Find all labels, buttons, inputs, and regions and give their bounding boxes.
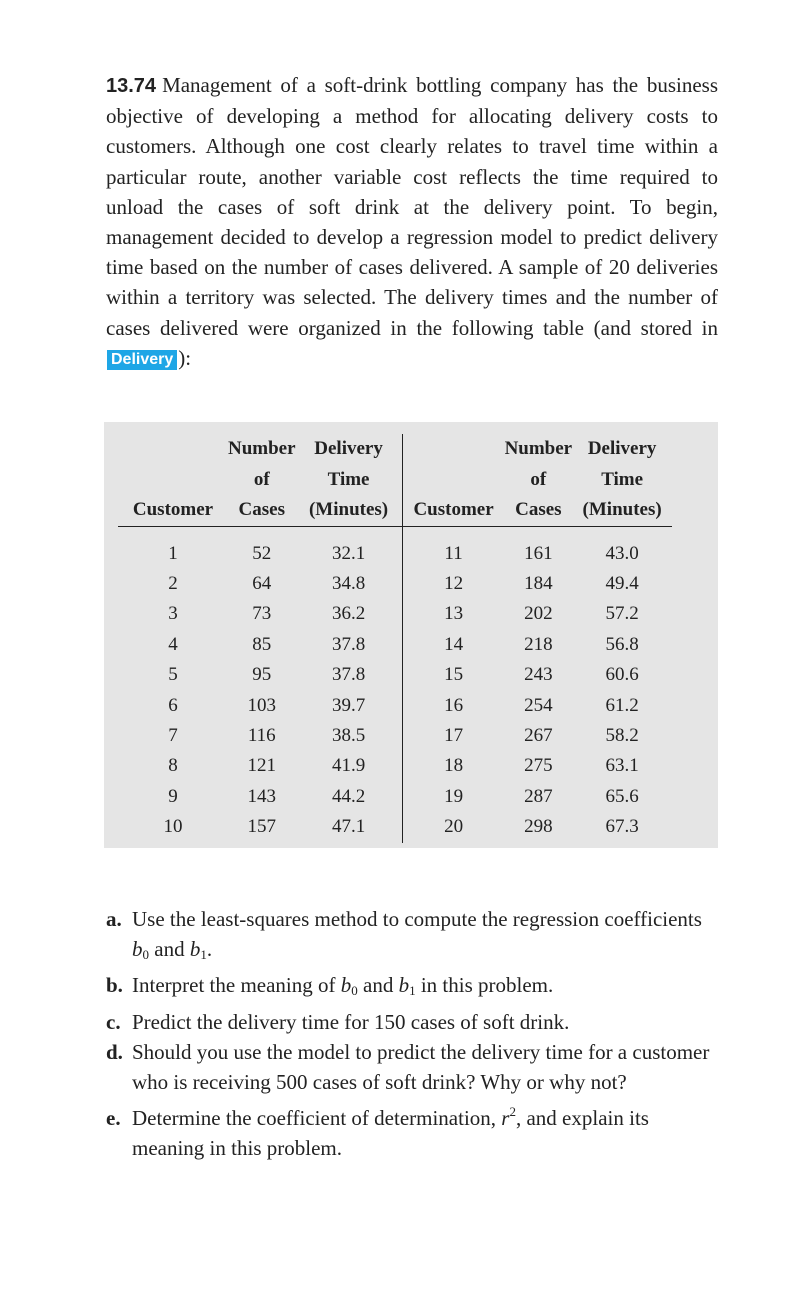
symbol-b: b <box>132 937 143 962</box>
table-cell: 17 <box>444 724 464 746</box>
part-text: and <box>357 973 399 998</box>
table-cell: 64 <box>252 572 272 594</box>
table-cell: 6 <box>168 694 178 716</box>
part-label: e. <box>106 1106 121 1131</box>
table-cell: 56.8 <box>605 633 639 655</box>
subscript: 0 <box>351 983 358 999</box>
table-row <box>118 660 672 690</box>
table-cell: 95 <box>252 664 272 686</box>
table-row <box>118 630 672 660</box>
table-cell: 43.0 <box>605 542 639 564</box>
part-text: . <box>206 937 213 962</box>
part-label: a. <box>106 907 122 931</box>
table-cell: 3 <box>168 603 178 625</box>
table-cell: 10 <box>163 816 183 838</box>
table-cell: 65.6 <box>605 785 639 807</box>
table-row <box>118 782 672 812</box>
header-cell <box>402 465 505 496</box>
header-cell: (Minutes) <box>572 495 672 526</box>
table-row <box>118 691 672 721</box>
part-c <box>106 1007 718 1037</box>
problem-text-end: ): <box>178 345 192 370</box>
table-cell: 5 <box>168 664 178 686</box>
table-row <box>118 599 672 629</box>
table-body <box>118 526 672 843</box>
part-text: Use the least-squares method to compute the regression coefficients <box>132 907 702 931</box>
header-cell: of <box>253 468 270 490</box>
table-cell: 13 <box>444 603 464 625</box>
data-file-badge[interactable]: Delivery <box>107 350 177 370</box>
part-b <box>106 970 718 1006</box>
part-text: Interpret the meaning of <box>132 973 341 998</box>
table-cell: 2 <box>168 572 178 594</box>
data-table-panel <box>104 422 718 848</box>
table-cell: 73 <box>252 603 272 625</box>
header-cell <box>118 465 228 496</box>
table-cell: 67.3 <box>605 816 639 838</box>
header-cell <box>118 434 228 465</box>
header-cell: Delivery <box>587 438 657 459</box>
table-cell: 60.6 <box>605 664 639 686</box>
part-text: Predict the delivery time for 150 cases of soft drink. <box>132 1009 570 1034</box>
part-text: , and explain its meaning in this problem. <box>132 1106 649 1161</box>
table-cell: 243 <box>524 664 553 686</box>
question-parts <box>106 904 718 1164</box>
table-cell: 58.2 <box>605 724 639 746</box>
table-cell: 49.4 <box>605 572 639 594</box>
part-e <box>106 1097 718 1163</box>
header-cell <box>402 434 505 465</box>
part-text: Should you use the model to predict the delivery time for a customer who is receiving 500 cases of soft drink? Why or why not? <box>132 1039 710 1095</box>
table-cell: 254 <box>524 694 553 716</box>
part-a <box>106 904 718 970</box>
table-cell: 1 <box>168 542 178 564</box>
part-label: c. <box>106 1009 121 1034</box>
table-cell: 103 <box>247 694 277 716</box>
header-cell: (Minutes) <box>296 495 403 526</box>
symbol-b: b <box>189 937 201 962</box>
table-cell: 287 <box>524 785 553 807</box>
problem-statement <box>106 70 718 373</box>
header-cell: of <box>530 468 547 490</box>
table-cell: 9 <box>168 785 178 807</box>
table-row <box>118 569 672 599</box>
table-cell: 18 <box>444 755 464 777</box>
symbol-b: b <box>340 973 352 998</box>
table-cell: 37.8 <box>296 660 403 690</box>
table-cell: 34.8 <box>296 569 403 599</box>
table-cell: 47.1 <box>296 812 403 842</box>
table-cell: 36.2 <box>296 599 403 629</box>
table-row <box>118 812 672 842</box>
table-cell: 19 <box>444 785 464 807</box>
table-cell: 8 <box>168 755 178 777</box>
subscript: 1 <box>409 983 416 999</box>
table-cell: 267 <box>524 724 553 746</box>
table-cell: 37.8 <box>296 630 403 660</box>
header-cell: Number <box>504 438 573 459</box>
table-cell: 44.2 <box>296 782 403 812</box>
table-cell: 4 <box>168 633 178 655</box>
problem-text: Management of a soft-drink bottling company has the business objective of developing a method for allocating delivery costs to customers. Although one cost clearly relates to travel time within a particular route, another variable cost reflects the time required to unload the cases of soft drink at the delivery point. To begin, management decided to develop a regression model to predict delivery time based on the number of cases delivered. A sample of 20 deliveries within a territory was selected. The delivery times and the number of cases delivered were organized in the following table (and stored in <box>106 73 718 340</box>
table-cell: 14 <box>444 633 464 655</box>
header-cell: Cases <box>505 495 573 526</box>
table-cell: 218 <box>524 633 553 655</box>
table-row <box>118 721 672 751</box>
part-text: Determine the coefficient of determination, <box>132 1106 502 1131</box>
table-cell: 116 <box>247 724 276 746</box>
table-cell: 32.1 <box>296 526 403 569</box>
table-cell: 202 <box>524 603 553 625</box>
table-cell: 39.7 <box>296 691 403 721</box>
part-text: and <box>149 937 190 962</box>
subscript: 1 <box>200 947 207 963</box>
table-cell: 57.2 <box>605 603 639 625</box>
symbol-r: r <box>501 1106 510 1131</box>
header-cell: Time <box>601 468 644 490</box>
table-cell: 20 <box>444 816 464 838</box>
table-cell: 11 <box>444 542 463 564</box>
table-cell: 52 <box>252 542 272 564</box>
table-cell: 161 <box>524 542 553 564</box>
table-cell: 7 <box>168 724 178 746</box>
header-row-2 <box>118 465 672 496</box>
part-label: b. <box>106 973 123 998</box>
part-text: in this problem. <box>415 973 554 998</box>
symbol-b: b <box>398 973 410 998</box>
part-d <box>106 1037 718 1097</box>
table-cell: 121 <box>247 755 277 777</box>
header-cell: Delivery <box>296 434 403 465</box>
table-cell: 157 <box>247 816 277 838</box>
table-cell: 63.1 <box>605 755 639 777</box>
table-cell: 184 <box>524 572 553 594</box>
delivery-table <box>118 434 672 843</box>
table-cell: 15 <box>444 664 464 686</box>
header-cell: Time <box>296 465 403 496</box>
table-cell: 298 <box>524 816 553 838</box>
table-cell: 143 <box>247 785 277 807</box>
table-cell: 16 <box>444 694 464 716</box>
table-cell: 85 <box>252 633 272 655</box>
header-row-3 <box>118 495 672 526</box>
header-cell: Number <box>228 438 296 459</box>
table-row <box>118 526 672 569</box>
problem-number: 13.74 <box>106 75 157 97</box>
table-cell: 38.5 <box>296 721 403 751</box>
header-cell: Customer <box>402 495 505 526</box>
table-cell: 12 <box>444 572 464 594</box>
header-cell: Customer <box>118 495 228 526</box>
header-cell: Cases <box>228 495 296 526</box>
table-cell: 61.2 <box>605 694 639 716</box>
table-cell: 41.9 <box>296 751 403 781</box>
header-row-1 <box>118 434 672 465</box>
part-label: d. <box>106 1039 123 1064</box>
subscript: 0 <box>142 947 149 963</box>
table-cell: 275 <box>524 755 553 777</box>
superscript: 2 <box>509 1104 516 1120</box>
table-row <box>118 751 672 781</box>
